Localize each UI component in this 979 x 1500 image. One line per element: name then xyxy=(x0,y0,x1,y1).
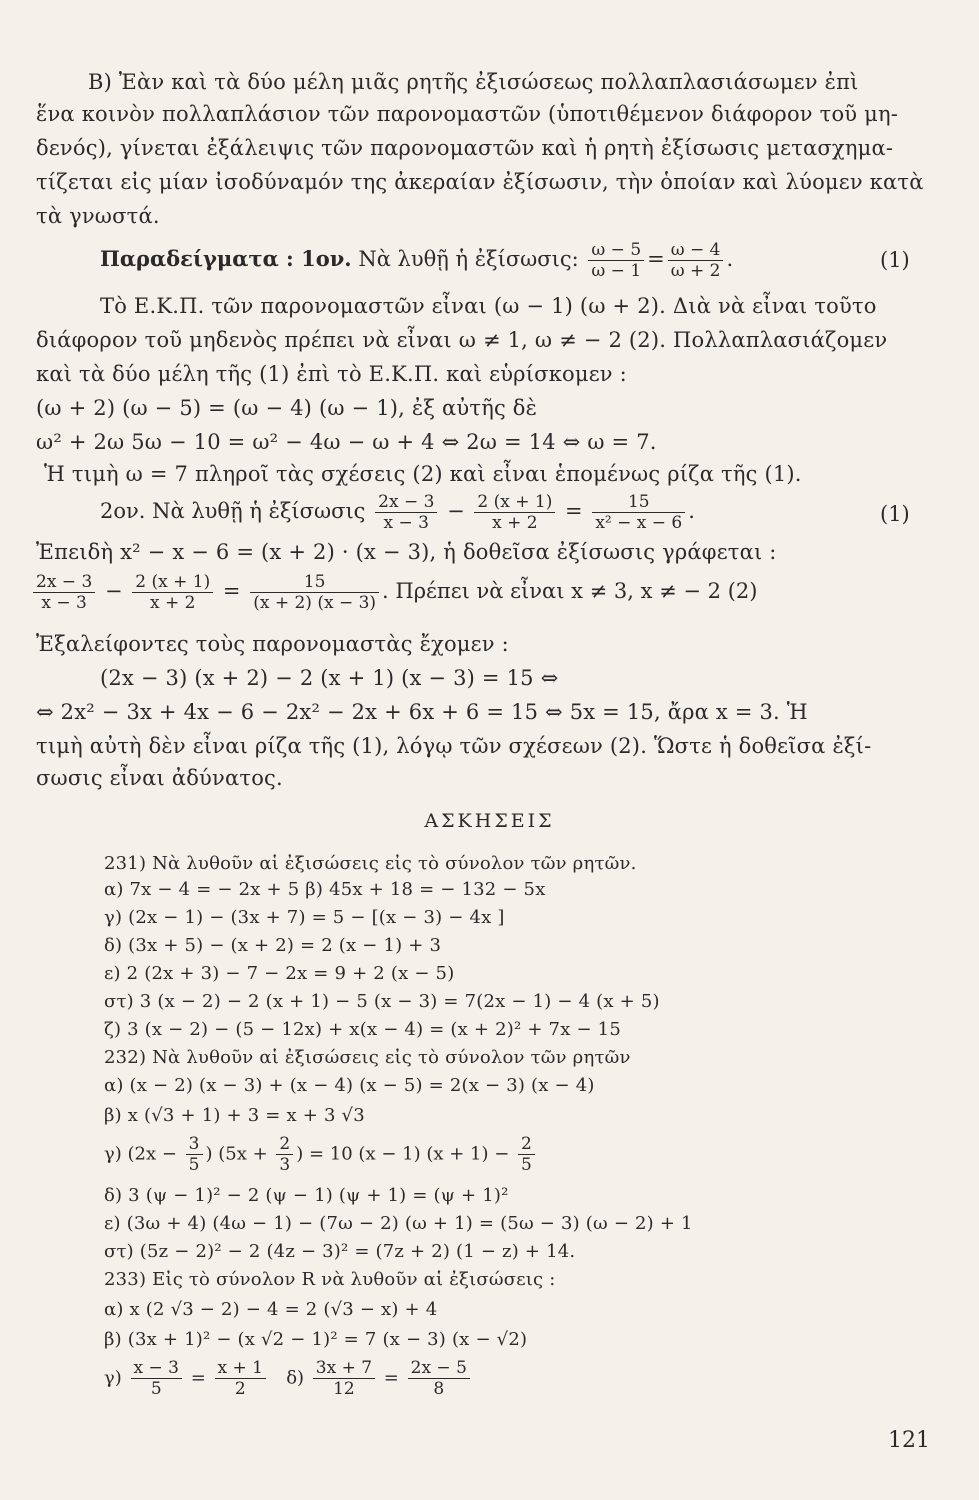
fraction: $\frac{2}{5}$ xyxy=(518,1134,535,1175)
equation-ref: (1) xyxy=(880,502,910,526)
fraction: $\frac{2 (x + 1)}{x + 2}$ xyxy=(132,572,213,613)
fraction: $\frac{15}{\text{x² − x − 6}}$ xyxy=(592,492,685,533)
exercise-233-g-d: γ) $\frac{x - 3}{5}$ = $\frac{x + 1}{2}$ δ) $\frac{3x + 7}{12}$ = $\frac{2x - 5}{8}$ xyxy=(104,1358,473,1399)
exercise-232-d: δ) 3 (ψ − 1)² − 2 (ψ − 1) (ψ + 1) = (ψ + 1)² xyxy=(104,1185,509,1206)
intro-line-2: ἕνα κοινὸν πολλαπλάσιον τῶν παρονομαστῶν (ὑποτιθέμενον διάφορον τοῦ μη- xyxy=(36,102,899,126)
intro-line-5: τὰ γνωστά. xyxy=(36,204,160,228)
exercise-231-d: δ) (3x + 5) − (x + 2) = 2 (x − 1) + 3 xyxy=(104,935,442,956)
example-2-equation: 2ον. Νὰ λυθῇ ἡ ἐξίσωσις $\frac{2x - 3}{x - 3}$ − $\frac{2 (x + 1)}{x + 2}$ = $\frac{15}{\text{x² − x − 6}}$ . xyxy=(100,492,695,533)
exercises-heading: ΑΣΚΗΣΕΙΣ xyxy=(424,810,555,832)
intro-line-1: Β) Ἐὰν καὶ τὰ δύο μέλη μιᾶς ρητῆς ἐξισώσεως πολλαπλασιάσωμεν ἐπὶ xyxy=(88,70,859,94)
exercise-231-g: γ) (2x − 1) − (3x + 7) = 5 − [(x − 3) − 4x ] xyxy=(104,907,505,928)
example-1-text: Νὰ λυθῇ ἡ ἐξίσωσις: xyxy=(358,247,579,271)
exercise-231-a: α) 7x − 4 = − 2x + 5 β) 45x + 18 = − 132 − 5x xyxy=(104,879,546,900)
exercise-232-a: α) (x − 2) (x − 3) + (x − 4) (x − 5) = 2(x − 3) (x − 4) xyxy=(104,1075,595,1096)
example-2-line-6: ⇔ 2x² − 3x + 4x − 6 − 2x² − 2x + 6x + 6 = 15 ⇔ 5x = 15, ἄρα x = 3. Ἡ xyxy=(36,700,808,724)
intro-line-4: τίζεται εἰς μίαν ἰσοδύναμόν της ἀκεραίαν ἐξίσωσιν, τὴν ὁποίαν καὶ λύομεν κατὰ xyxy=(36,170,924,194)
exercise-232-g: γ) (2x − $\frac{3}{5}$ ) (5x + $\frac{2}{3}$ ) = 10 (x − 1) (x + 1) − $\frac{2}{5}$ xyxy=(104,1134,538,1175)
page-number: 121 xyxy=(888,1428,930,1453)
fraction: $\frac{\omega - 5}{\omega - 1}$ xyxy=(588,240,644,281)
example-1-line-4: καὶ τὰ δύο μέλη τῆς (1) ἐπὶ τὸ Ε.Κ.Π. καὶ εὑρίσκομεν : xyxy=(36,362,627,386)
exercise-232-e: ε) (3ω + 4) (4ω − 1) − (7ω − 2) (ω + 1) = (5ω − 3) (ω − 2) + 1 xyxy=(104,1213,693,1234)
fraction: $\frac{2x - 3}{x - 3}$ xyxy=(375,492,437,533)
example-1-equation: Παραδείγματα : 1ον. Νὰ λυθῇ ἡ ἐξίσωσις: $\frac{\omega - 5}{\omega - 1}$ = $\frac{\omega - 4}{\omega + 2}$ . xyxy=(100,240,734,281)
exercise-233-b: β) (3x + 1)² − (x √2 − 1)² = 7 (x − 3) (x − √2) xyxy=(104,1329,528,1350)
fraction: $\frac{2}{3}$ xyxy=(276,1134,293,1175)
examples-label: Παραδείγματα : 1ον. xyxy=(100,246,352,271)
fraction: $\frac{15}{(x + 2) (x - 3)}$ xyxy=(250,572,379,613)
example-1-line-2: Τὸ Ε.Κ.Π. τῶν παρονομαστῶν εἶναι (ω − 1) (ω + 2). Διὰ νὰ εἶναι τοῦτο xyxy=(100,294,877,318)
intro-line-3: δενός), γίνεται ἐξάλειψις τῶν παρονομαστῶν καὶ ἡ ρητὴ ἐξίσωσις μετασχημα- xyxy=(36,136,894,160)
example-2-rewritten: $\frac{2x - 3}{x - 3}$ − $\frac{2 (x + 1)}{x + 2}$ = $\frac{15}{(x + 2) (x - 3)}$ . Πρέπει νὰ εἶναι x ≠ 3, x ≠ − 2 (2) xyxy=(30,572,757,613)
exercise-231-e: ε) 2 (2x + 3) − 7 − 2x = 9 + 2 (x − 5) xyxy=(104,963,455,984)
fraction: $\frac{\omega - 4}{\omega + 2}$ xyxy=(668,240,724,281)
fraction: $\frac{2 (x + 1)}{x + 2}$ xyxy=(474,492,555,533)
example-2-label: 2ον. Νὰ λυθῇ ἡ ἐξίσωσις xyxy=(100,499,366,523)
exercise-232-b: β) x (√3 + 1) + 3 = x + 3 √3 xyxy=(104,1105,365,1126)
fraction: $\frac{x - 3}{5}$ xyxy=(131,1358,182,1399)
fraction: $\frac{3x + 7}{12}$ xyxy=(313,1358,375,1399)
fraction: $\frac{2x - 3}{x - 3}$ xyxy=(33,572,95,613)
fraction: $\frac{3}{5}$ xyxy=(186,1134,203,1175)
fraction: $\frac{2x - 5}{8}$ xyxy=(408,1358,470,1399)
example-1-line-3: διάφορον τοῦ μηδενὸς πρέπει νὰ εἶναι ω ≠ 1, ω ≠ − 2 (2). Πολλαπλασιάζομεν xyxy=(36,328,888,352)
example-1-line-7: Ἡ τιμὴ ω = 7 πληροῖ τὰς σχέσεις (2) καὶ εἶναι ἑπομένως ρίζα τῆς (1). xyxy=(44,462,802,486)
exercise-231-title: 231) Νὰ λυθοῦν αἱ ἐξισώσεις εἰς τὸ σύνολον τῶν ρητῶν. xyxy=(104,853,637,874)
example-2-line-7: τιμὴ αὐτὴ δὲν εἶναι ρίζα τῆς (1), λόγῳ τῶν σχέσεων (2). Ὥστε ἡ δοθεῖσα ἐξί- xyxy=(36,734,872,758)
example-2-line-5: (2x − 3) (x + 2) − 2 (x + 1) (x − 3) = 15 ⇔ xyxy=(100,666,559,690)
exercise-233-a: α) x (2 √3 − 2) − 4 = 2 (√3 − x) + 4 xyxy=(104,1299,438,1320)
example-2-line-2: Ἐπειδὴ x² − x − 6 = (x + 2) · (x − 3), ἡ δοθεῖσα ἐξίσωσις γράφεται : xyxy=(36,540,777,564)
example-1-line-6: ω² + 2ω 5ω − 10 = ω² − 4ω − ω + 4 ⇔ 2ω = 14 ⇔ ω = 7. xyxy=(36,430,657,454)
exercise-231-st: στ) 3 (x − 2) − 2 (x + 1) − 5 (x − 3) = 7(2x − 1) − 4 (x + 5) xyxy=(104,991,660,1012)
exercise-232-st: στ) (5z − 2)² − 2 (4z − 3)² = (7z + 2) (1 − z) + 14. xyxy=(104,1241,576,1262)
equation-ref: (1) xyxy=(880,248,910,272)
exercise-231-z: ζ) 3 (x − 2) − (5 − 12x) + x(x − 4) = (x + 2)² + 7x − 15 xyxy=(104,1019,621,1040)
example-2-line-4: Ἐξαλείφοντες τοὺς παρονομαστὰς ἔχομεν : xyxy=(36,632,509,656)
exercise-232-title: 232) Νὰ λυθοῦν αἱ ἐξισώσεις εἰς τὸ σύνολον τῶν ρητῶν xyxy=(104,1047,631,1068)
example-2-line-8: σωσις εἶναι ἀδύνατος. xyxy=(36,766,283,790)
fraction: $\frac{x + 1}{2}$ xyxy=(215,1358,266,1399)
example-1-line-5: (ω + 2) (ω − 5) = (ω − 4) (ω − 1), ἐξ αὐτῆς δὲ xyxy=(36,396,538,420)
exercise-233-title: 233) Εἰς τὸ σύνολον R νὰ λυθοῦν αἱ ἐξισώσεις : xyxy=(104,1269,556,1290)
